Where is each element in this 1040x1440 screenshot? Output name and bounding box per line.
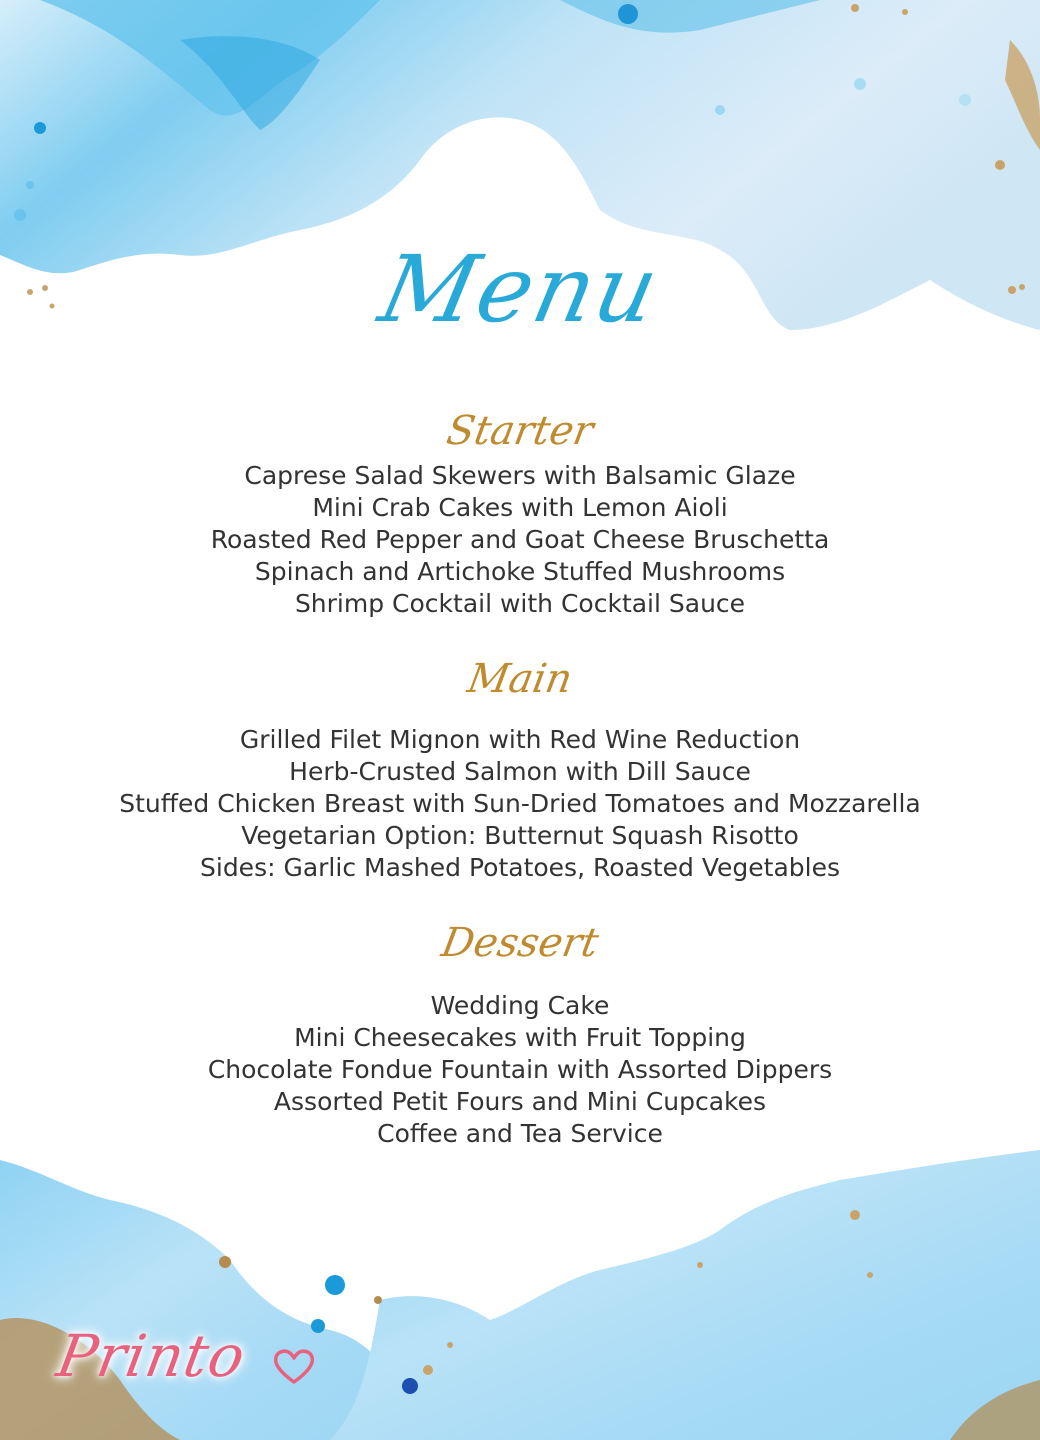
list-item: Chocolate Fondue Fountain with Assorted Dippers (207, 1055, 833, 1084)
list-item: Coffee and Tea Service (377, 1119, 663, 1148)
menu-title: Menu (371, 236, 669, 343)
list-item: Wedding Cake (430, 991, 610, 1020)
section-heading-starter: Starter (443, 408, 597, 454)
list-item: Roasted Red Pepper and Goat Cheese Bruschetta (210, 525, 830, 554)
list-item: Mini Crab Cakes with Lemon Aioli (312, 493, 728, 522)
starter-list (0, 460, 1040, 620)
list-item: Grilled Filet Mignon with Red Wine Reduction (239, 725, 801, 754)
list-item: Herb-Crusted Salmon with Dill Sauce (289, 757, 751, 786)
dessert-list (0, 990, 1040, 1150)
section-heading-dessert: Dessert (438, 920, 602, 966)
list-item: Stuffed Chicken Breast with Sun-Dried Tomatoes and Mozzarella (119, 789, 921, 818)
list-item: Mini Cheesecakes with Fruit Topping (294, 1023, 746, 1052)
logo-text: Printo (52, 1322, 251, 1390)
main-list (0, 724, 1040, 884)
heart-icon (272, 1346, 316, 1386)
list-item: Sides: Garlic Mashed Potatoes, Roasted Vegetables (200, 853, 840, 882)
list-item: Shrimp Cocktail with Cocktail Sauce (294, 589, 746, 618)
section-heading-main: Main (464, 656, 576, 702)
list-item: Vegetarian Option: Butternut Squash Risotto (241, 821, 799, 850)
printo-logo (50, 1318, 300, 1408)
list-item: Spinach and Artichoke Stuffed Mushrooms (254, 557, 786, 586)
list-item: Caprese Salad Skewers with Balsamic Glaze (244, 461, 796, 490)
list-item: Assorted Petit Fours and Mini Cupcakes (273, 1087, 767, 1116)
